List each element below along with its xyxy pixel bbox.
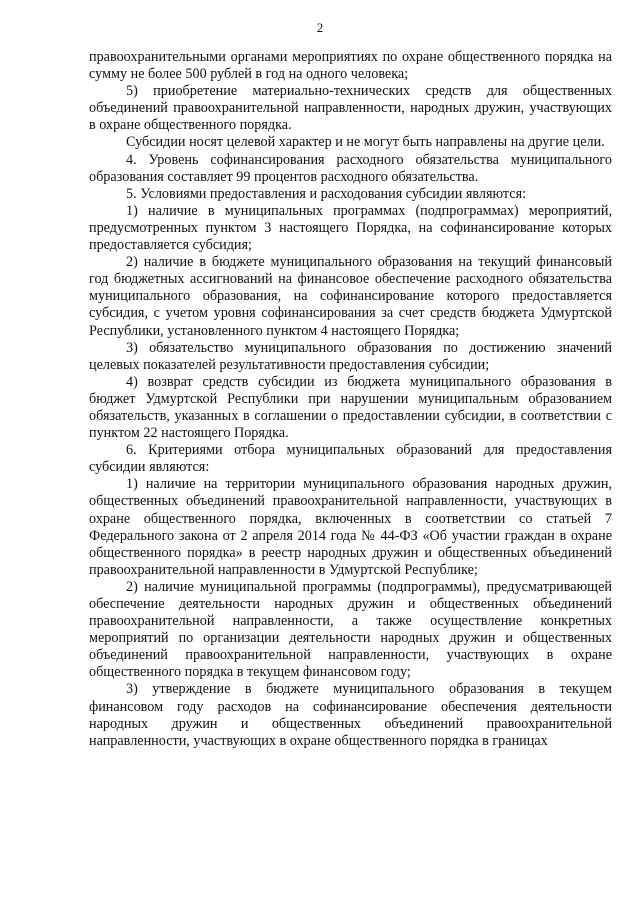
paragraph: 4) возврат средств субсидии из бюджета муниципального образования в бюджет Удмуртской Республики при нарушении муниципальным образованием обязательств, указанных в соглашении о предоставлении субсидии, в соответствии с пунктом 22 настоящего Порядка. bbox=[89, 373, 612, 442]
paragraph: 1) наличие на территории муниципального образования народных дружин, общественных объединений правоохранительной направленности, участвующих в охране общественного порядка, включенных в соответствии со статьей 7 Федерального закона от 2 апреля 2014 года № 44-ФЗ «Об участии граждан в охране общественного порядка» в реестр народных дружин и общественных объединений правоохранительной направленности в Удмуртской Республике; bbox=[89, 476, 612, 578]
paragraph: Субсидии носят целевой характер и не могут быть направлены на другие цели. bbox=[126, 134, 605, 151]
paragraph: 1) наличие в муниципальных программах (подпрограммах) мероприятий, предусмотренных пунктом 3 настоящего Порядка, на софинансирование которых предоставляется субсидия; bbox=[89, 202, 612, 254]
paragraph: 2) наличие муниципальной программы (подпрограммы), предусматривающей обеспечение деятельности народных дружин и общественных объединений правоохранительной направленности, а также осуществление конкретных мероприятий по организации деятельности народных дружин и общественных объединений правоохранительной направленности, участвующих в охране общественного порядка в текущем финансовом году; bbox=[89, 578, 612, 681]
paragraph: 6. Критериями отбора муниципальных образований для предоставления субсидии являются: bbox=[89, 442, 612, 476]
document-body bbox=[89, 49, 612, 750]
paragraph: 4. Уровень софинансирования расходного обязательства муниципального образования составляет 99 процентов расходного обязательства. bbox=[89, 151, 612, 185]
paragraph: 5. Условиями предоставления и расходования субсидии являются: bbox=[126, 185, 527, 202]
page-number: 2 bbox=[316, 20, 324, 35]
paragraph: правоохранительными органами мероприятиях по охране общественного порядка на сумму не более 500 рублей в год на одного человека; bbox=[89, 49, 612, 83]
paragraph: 2) наличие в бюджете муниципального образования на текущий финансовый год бюджетных ассигнований на финансовое обеспечение расходного обязательства муниципального образования, на софинансирование которого предоставляется субсидия, с учетом уровня софинансирования за счет средств бюджета Удмуртской Республики, установленного пунктом 4 настоящего Порядка; bbox=[89, 254, 612, 339]
paragraph: 3) обязательство муниципального образования по достижению значений целевых показателей результативности предоставления субсидии; bbox=[89, 339, 612, 373]
paragraph: 3) утверждение в бюджете муниципального образования в текущем финансовом году расходов на софинансирование обеспечения деятельности народных дружин и общественных объединений правоохранительной направленности, участвующих в охране общественного порядка в границах bbox=[89, 681, 612, 749]
paragraph: 5) приобретение материально-технических средств для общественных объединений правоохранительной направленности, народных дружин, участвующих в охране общественного порядка. bbox=[89, 83, 612, 134]
